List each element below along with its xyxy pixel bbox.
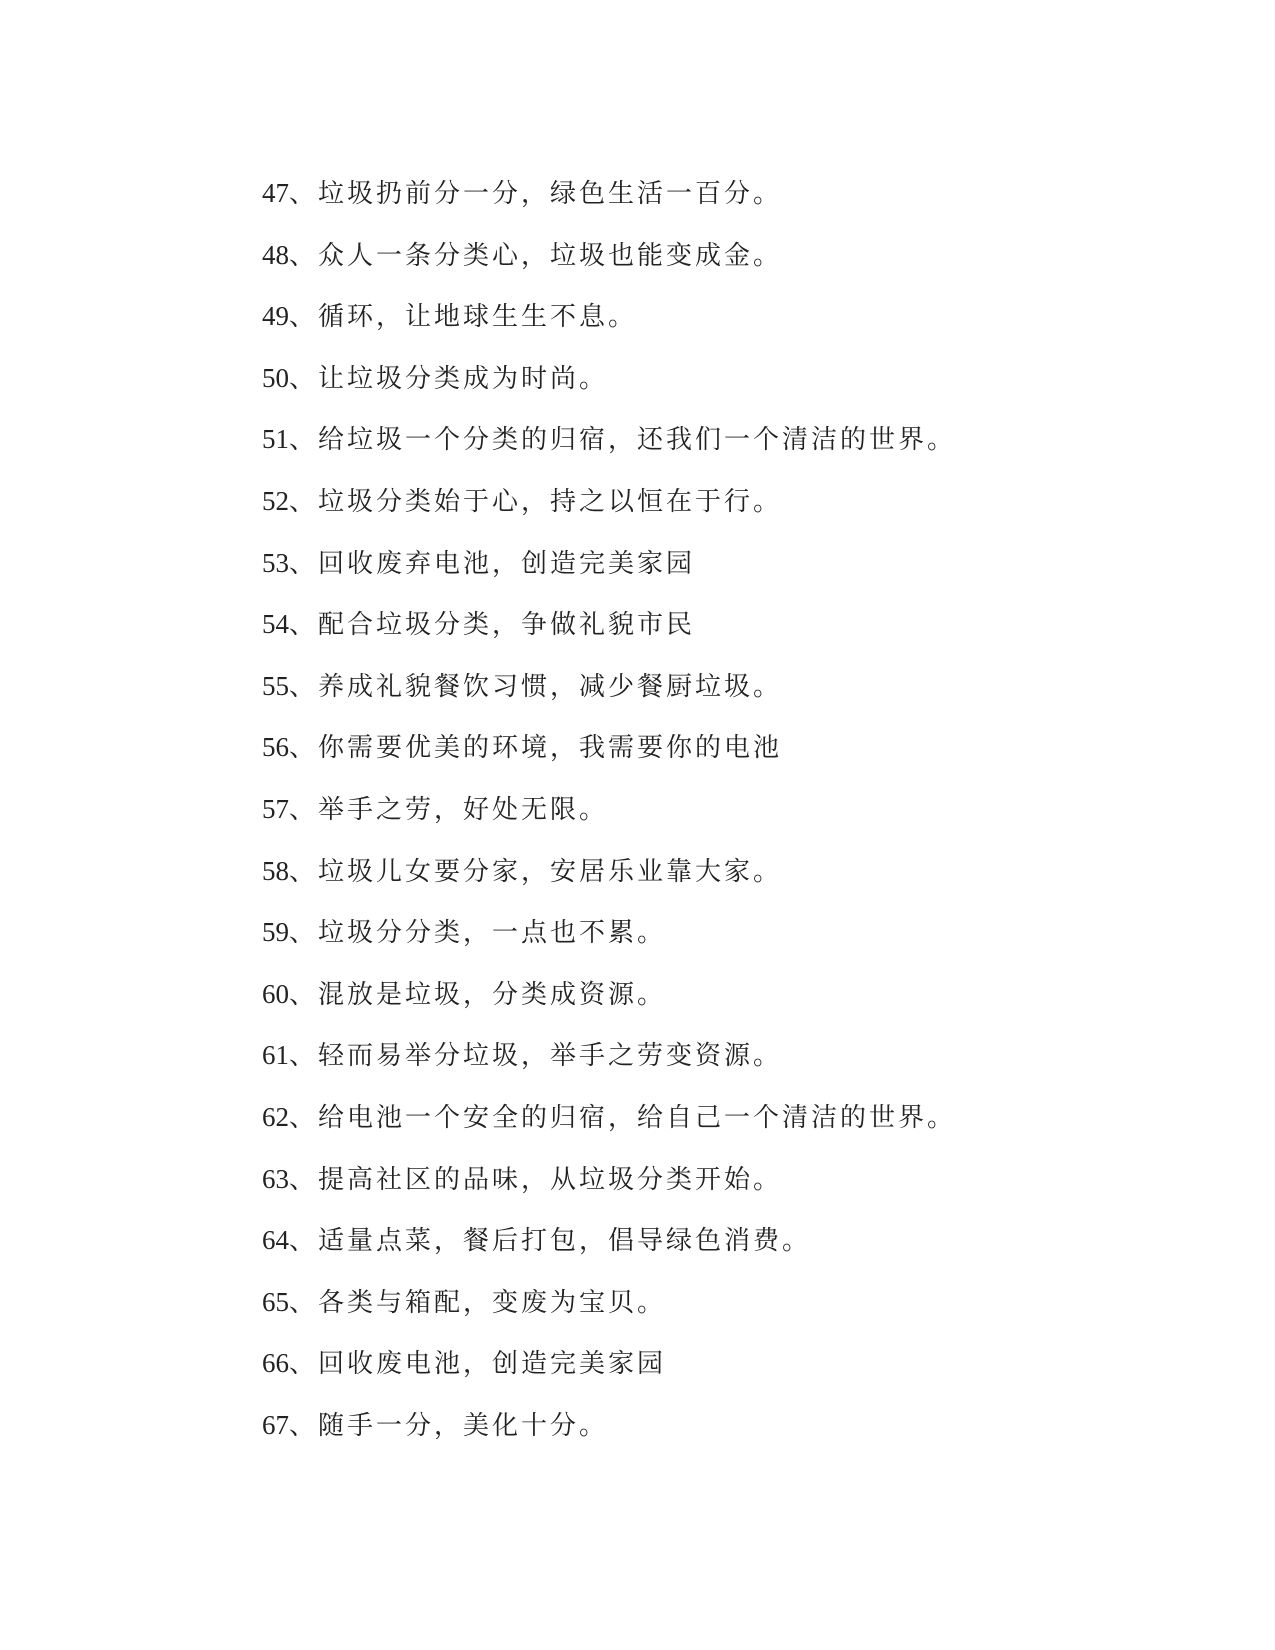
item-number: 65 bbox=[262, 1286, 289, 1317]
item-number: 49 bbox=[262, 301, 289, 332]
slogan-list bbox=[262, 163, 956, 1456]
item-text: 、举手之劳，好处无限。 bbox=[289, 794, 609, 825]
list-item bbox=[262, 841, 956, 903]
item-text: 、你需要优美的环境，我需要你的电池 bbox=[289, 733, 783, 764]
list-item bbox=[262, 471, 956, 533]
item-number: 67 bbox=[262, 1409, 289, 1440]
item-number: 64 bbox=[262, 1225, 289, 1256]
item-text: 、轻而易举分垃圾，举手之劳变资源。 bbox=[289, 1041, 783, 1072]
item-number: 57 bbox=[262, 793, 289, 824]
list-item bbox=[262, 1395, 956, 1457]
list-item bbox=[262, 594, 956, 656]
item-text: 、垃圾扔前分一分，绿色生活一百分。 bbox=[289, 179, 783, 209]
item-number: 62 bbox=[262, 1101, 289, 1132]
list-item bbox=[262, 1272, 956, 1334]
item-text: 、给垃圾一个分类的归宿，还我们一个清洁的世界。 bbox=[289, 425, 957, 456]
list-item bbox=[262, 1149, 956, 1211]
list-item bbox=[262, 656, 956, 718]
list-item bbox=[262, 409, 956, 471]
list-item bbox=[262, 1333, 956, 1395]
item-text: 、养成礼貌餐饮习惯，减少餐厨垃圾。 bbox=[289, 671, 783, 702]
list-item bbox=[262, 533, 956, 595]
item-number: 56 bbox=[262, 732, 289, 763]
list-item bbox=[262, 1087, 956, 1149]
item-text: 、循环，让地球生生不息。 bbox=[289, 302, 638, 333]
item-text: 、垃圾儿女要分家，安居乐业靠大家。 bbox=[289, 856, 783, 887]
item-text: 、给电池一个安全的归宿，给自己一个清洁的世界。 bbox=[289, 1102, 957, 1133]
item-text: 、垃圾分类始于心，持之以恒在于行。 bbox=[289, 486, 783, 517]
item-number: 55 bbox=[262, 670, 289, 701]
item-text: 、配合垃圾分类，争做礼貌市民 bbox=[289, 610, 696, 641]
list-item bbox=[262, 1025, 956, 1087]
item-text: 、混放是垃圾，分类成资源。 bbox=[289, 979, 667, 1010]
list-item bbox=[262, 348, 956, 410]
list-item bbox=[262, 225, 956, 287]
item-text: 、提高社区的品味，从垃圾分类开始。 bbox=[289, 1164, 783, 1195]
list-item bbox=[262, 163, 956, 225]
item-number: 52 bbox=[262, 485, 289, 516]
item-number: 58 bbox=[262, 855, 289, 886]
item-number: 51 bbox=[262, 424, 289, 455]
item-text: 、众人一条分类心，垃圾也能变成金。 bbox=[289, 240, 783, 271]
item-number: 48 bbox=[262, 239, 289, 270]
list-item bbox=[262, 1210, 956, 1272]
item-number: 47 bbox=[262, 178, 289, 208]
item-number: 50 bbox=[262, 362, 289, 393]
item-text: 、垃圾分分类，一点也不累。 bbox=[289, 918, 667, 949]
item-number: 54 bbox=[262, 609, 289, 640]
list-item bbox=[262, 902, 956, 964]
item-text: 、适量点菜，餐后打包，倡导绿色消费。 bbox=[289, 1226, 812, 1257]
item-text: 、回收废弃电池，创造完美家园 bbox=[289, 548, 696, 579]
item-number: 66 bbox=[262, 1348, 289, 1379]
item-number: 59 bbox=[262, 917, 289, 948]
item-text: 、各类与箱配，变废为宝贝。 bbox=[289, 1287, 667, 1318]
item-number: 63 bbox=[262, 1163, 289, 1194]
list-item bbox=[262, 964, 956, 1026]
item-text: 、让垃圾分类成为时尚。 bbox=[289, 363, 609, 394]
list-item bbox=[262, 717, 956, 779]
item-text: 、随手一分，美化十分。 bbox=[289, 1410, 609, 1441]
item-text: 、回收废电池，创造完美家园 bbox=[289, 1349, 667, 1380]
list-item bbox=[262, 779, 956, 841]
item-number: 60 bbox=[262, 978, 289, 1009]
item-number: 53 bbox=[262, 547, 289, 578]
list-item bbox=[262, 286, 956, 348]
item-number: 61 bbox=[262, 1040, 289, 1071]
